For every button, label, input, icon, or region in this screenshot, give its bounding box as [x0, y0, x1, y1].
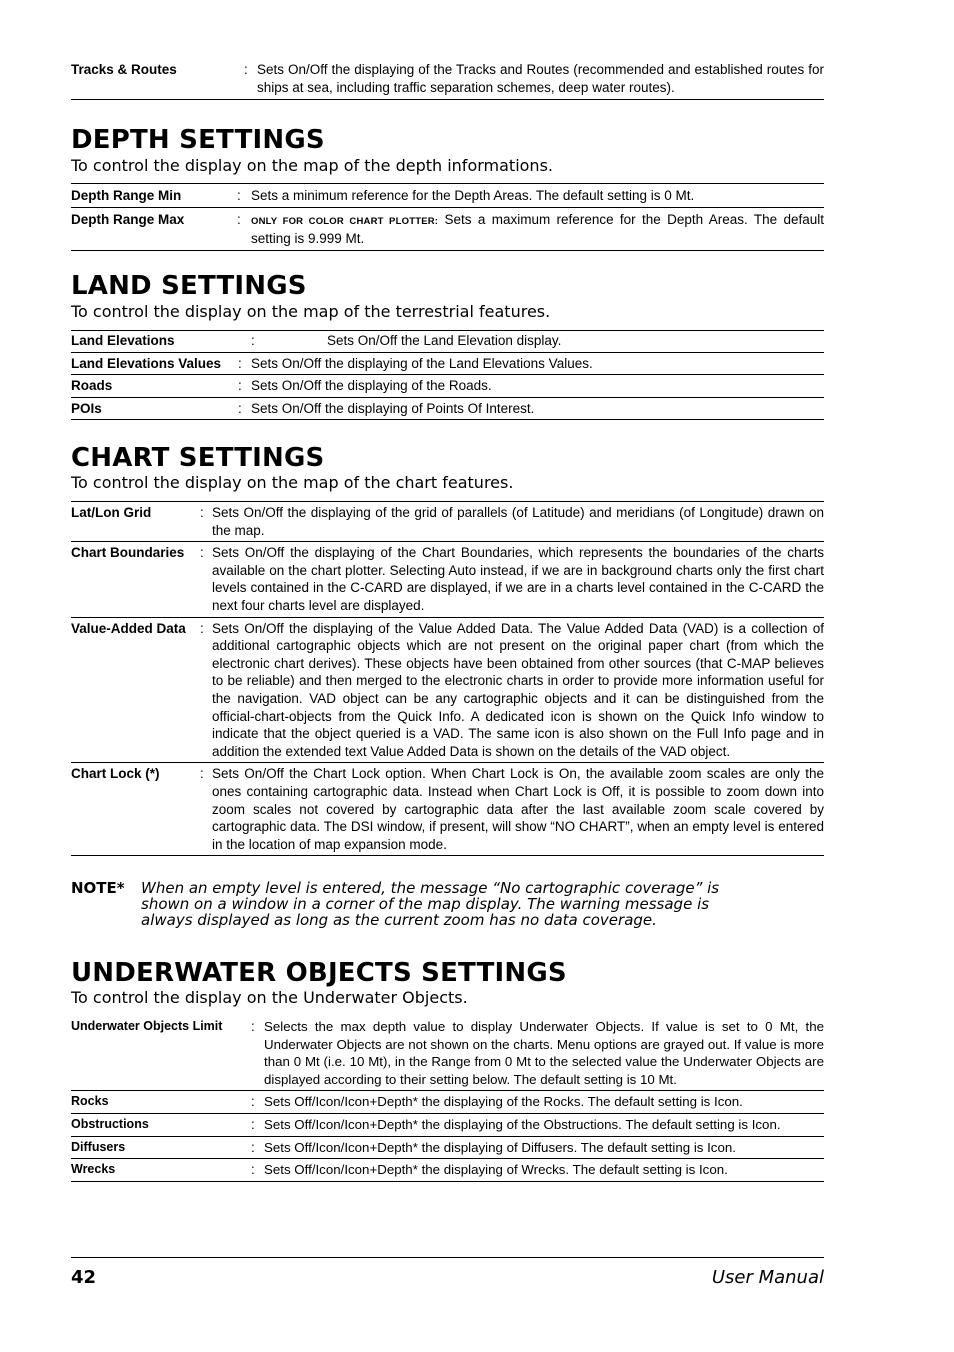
row-colon: :: [237, 188, 241, 203]
depth-settings-heading: DEPTH SETTINGS: [71, 125, 325, 155]
note-block: [71, 880, 824, 928]
row-term: Underwater Objects Limit: [71, 1019, 223, 1033]
row-desc: Sets Off/Icon/Icon+Depth* the displaying of the Rocks. The default setting is Icon.: [264, 1094, 743, 1110]
chart-settings-heading: CHART SETTINGS: [71, 443, 325, 473]
row-desc-prefix: ONLY FOR COLOR CHART PLOTTER:: [251, 215, 439, 227]
row-term: Chart Boundaries: [71, 545, 185, 561]
table-row: [71, 1159, 824, 1182]
row-colon: :: [200, 505, 204, 520]
row-colon: :: [251, 1094, 255, 1110]
note-text: When an empty level is entered, the message “No cartographic coverage” is shown on a window in a corner of the map display. The warning message is always displayed as long as the current zoom has no data coverage.: [141, 879, 720, 929]
row-term: Depth Range Max: [71, 211, 185, 227]
row-colon: :: [251, 1139, 255, 1155]
row-colon: :: [244, 62, 248, 77]
page-footer: [71, 1257, 824, 1288]
row-term: Lat/Lon Grid: [71, 505, 152, 520]
page-number: 42: [71, 1267, 97, 1288]
row-desc: [251, 211, 824, 248]
table-row: [71, 353, 824, 376]
row-term: Land Elevations Values: [71, 355, 222, 371]
depth-settings-table: [71, 183, 824, 251]
underwater-settings-intro: To control the display on the Underwater Objects.: [71, 988, 468, 1007]
row-colon: :: [200, 545, 204, 561]
row-colon: :: [251, 1116, 255, 1132]
table-row: [71, 618, 824, 764]
row-desc: Selects the max depth value to display Underwater Objects. If value is set to 0 Mt, the Underwater Objects are not shown on the charts. Menu options are grayed out. If value is more than 0 Mt (i.e. 10 Mt), in the Range from 0 Mt to the selected value the Underwater Objects are displayed according to their setting below. The default setting is 10 Mt.: [264, 1019, 824, 1087]
table-row: [71, 208, 824, 251]
table-row: [71, 1016, 824, 1091]
row-colon: :: [238, 378, 242, 394]
row-desc: Sets On/Off the displaying of the Tracks and Routes (recommended and established routes for ships at sea, including traffic separation schemes, deep water routes).: [257, 62, 824, 95]
chart-settings-intro: To control the display on the map of the chart features.: [71, 473, 514, 492]
table-row: [71, 1114, 824, 1137]
table-row: [71, 763, 824, 856]
land-settings-table: [71, 330, 824, 420]
row-desc: Sets On/Off the displaying of the Land Elevations Values.: [251, 355, 593, 371]
row-desc: Sets On/Off the displaying of the Roads.: [251, 378, 492, 394]
table-row: [71, 1137, 824, 1160]
row-term: Tracks & Routes: [71, 62, 177, 77]
row-desc-text: Sets a maximum reference for the Depth Areas. The default setting is 9.999 Mt.: [251, 211, 824, 247]
underwater-settings-table: [71, 1016, 824, 1182]
chart-settings-table: [71, 501, 824, 856]
row-term: Land Elevations: [71, 333, 175, 348]
row-term: Value-Added Data: [71, 620, 186, 636]
row-desc: Sets Off/Icon/Icon+Depth* the displaying of Wrecks. The default setting is Icon.: [264, 1162, 728, 1178]
row-term: Rocks: [71, 1094, 109, 1109]
tracks-routes-row: [71, 61, 824, 100]
row-desc: Sets On/Off the Chart Lock option. When Chart Lock is On, the available zoom scales are only the ones containing cartographic data. Instead when Chart Lock is Off, it is possible to zoom down into zoom scales not covered by cartographic data after the last available zoom scale covered by cartographic data. The DSI window, if present, will show “NO CHART”, when an empty level is entered in the location of map expansion mode.: [212, 766, 824, 852]
row-desc: Sets On/Off the displaying of the Chart Boundaries, which represents the boundaries of the charts available on the chart plotter. Selecting Auto instead, if we are in background charts only the first chart levels contained in the C-CARD are displayed, if we are in a charts level contained in the C-CARD the next four charts level are displayed.: [212, 545, 824, 613]
table-row: [71, 331, 824, 353]
land-settings-heading: LAND SETTINGS: [71, 271, 307, 301]
table-row: [71, 502, 824, 542]
table-row: [71, 184, 824, 208]
row-desc: Sets On/Off the Land Elevation display.: [327, 333, 562, 348]
land-settings-intro: To control the display on the map of the terrestrial features.: [71, 302, 551, 321]
row-desc: Sets On/Off the displaying of the Value Added Data. The Value Added Data (VAD) is a collection of additional cartographic objects which are not present on the original paper chart (from which the electronic chart derives). These objects have been obtained from other sources (that C-MAP believes to be reliable) and then merged to the electronic charts in order to provide more information useful for the navigation. VAD object can be any cartographic objects and it can be distinguished from the official-chart-objects from the Quick Info. A dedicated icon is shown on the Quick Info window to indicate that the object queried is a VAD. The same icon is also shown on the Full Info page and in addition the extended text Value Added Data is shown on the details of the VAD object.: [212, 620, 824, 759]
depth-settings-intro: To control the display on the map of the depth informations.: [71, 156, 553, 175]
table-row: [71, 1091, 824, 1114]
row-colon: :: [251, 333, 255, 348]
row-term: Depth Range Min: [71, 188, 182, 203]
row-term: Wrecks: [71, 1162, 116, 1177]
row-colon: :: [238, 400, 242, 416]
row-term: Chart Lock (*): [71, 766, 160, 782]
row-desc: Sets a minimum reference for the Depth Areas. The default setting is 0 Mt.: [251, 188, 695, 203]
row-term: Diffusers: [71, 1139, 126, 1154]
row-colon: :: [251, 1162, 255, 1178]
row-desc: Sets On/Off the displaying of the grid of parallels (of Latitude) and meridians (of Longitude) drawn on the map.: [212, 505, 824, 538]
row-term: POIs: [71, 400, 102, 416]
row-desc: Sets On/Off the displaying of Points Of Interest.: [251, 400, 535, 416]
row-term: Obstructions: [71, 1116, 149, 1131]
table-row: [71, 542, 824, 617]
note-label: NOTE*: [71, 879, 125, 897]
row-term: Roads: [71, 378, 113, 394]
row-colon: :: [200, 766, 204, 782]
row-desc: Sets Off/Icon/Icon+Depth* the displaying of the Obstructions. The default setting is Icon.: [264, 1116, 781, 1132]
table-row: [71, 375, 824, 398]
row-colon: :: [238, 355, 242, 371]
row-colon: :: [251, 1019, 255, 1034]
manual-title: User Manual: [711, 1267, 824, 1288]
row-desc: Sets Off/Icon/Icon+Depth* the displaying of Diffusers. The default setting is Icon.: [264, 1139, 736, 1155]
underwater-settings-heading: UNDERWATER OBJECTS SETTINGS: [71, 958, 567, 988]
table-row: [71, 398, 824, 421]
row-colon: :: [237, 211, 241, 227]
row-colon: :: [200, 620, 204, 636]
